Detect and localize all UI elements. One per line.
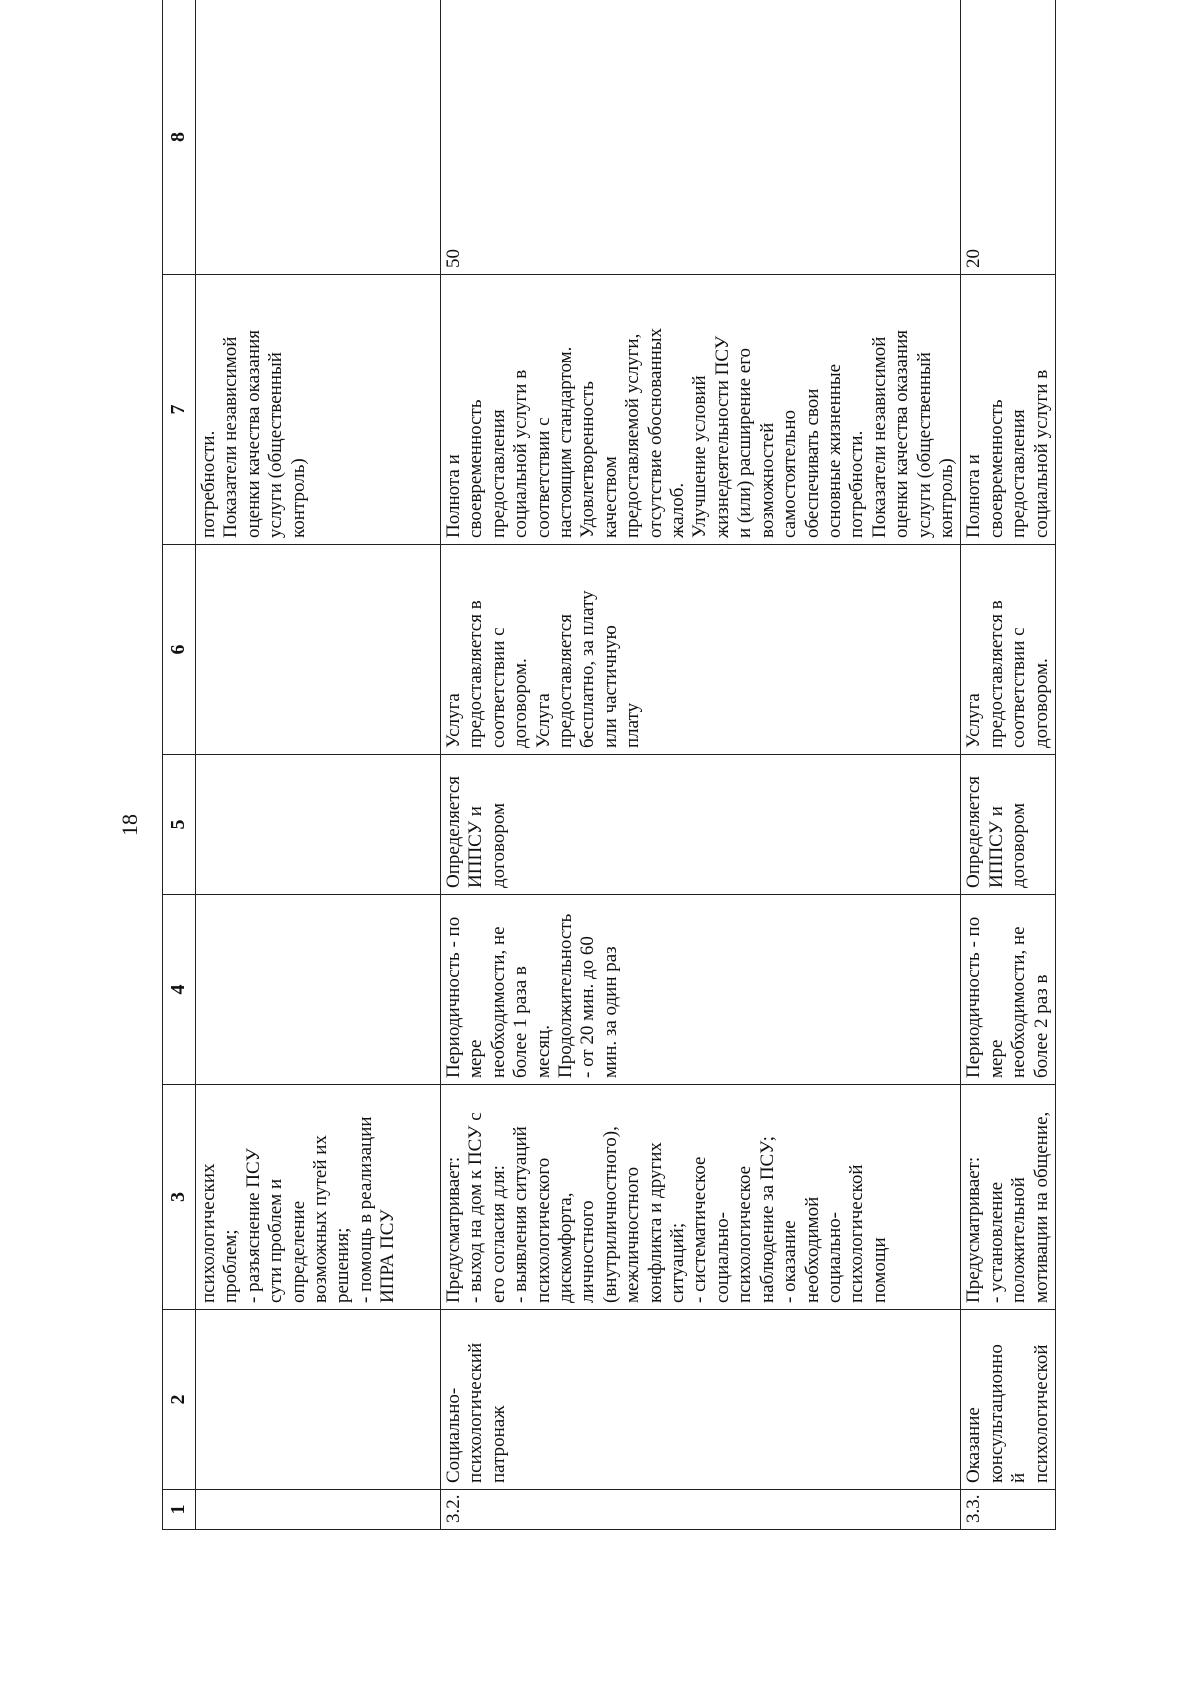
- column-header: 2: [163, 1310, 196, 1490]
- table-row: [441, 0, 961, 1530]
- table-cell: Полнота и своевременность предоставления социальной услуги в: [961, 275, 1056, 545]
- column-header: 8: [163, 0, 196, 275]
- header-row: [163, 0, 196, 1530]
- column-header: 4: [163, 895, 196, 1085]
- services-table: [162, 0, 1056, 1530]
- page-number: 18: [117, 814, 142, 836]
- table-cell: [196, 545, 441, 755]
- column-header: 5: [163, 755, 196, 895]
- table-row: [196, 0, 441, 1530]
- table-cell: Услуга предоставляется в соответствии с договором. Услуга предоставляется бесплатно, за плату или частичную плату: [441, 545, 961, 755]
- table-cell: [196, 0, 441, 275]
- table-cell: Полнота и своевременность предоставления социальной услуги в соответствии с настоящим стандартом. Удовлетворенность качеством предоставляемой услуги, отсутствие обоснованных жалоб. Улучшение условий жизнедеятельности ПСУ и (или) расширение его возможностей самостоятельно обеспечивать свои основные жизненные потребности. Показатели независимой оценки качества оказания услуги (общественный контроль): [441, 275, 961, 545]
- table-cell: Услуга предоставляется в соответствии с договором.: [961, 545, 1056, 755]
- table-row: [961, 0, 1056, 1530]
- column-header: 6: [163, 545, 196, 755]
- table-cell: Предусматривает: - выход на дом к ПСУ с его согласия для: - выявления ситуаций психологического дискомфорта, личностного (внутриличностного), межличностного конфликта и других ситуаций; - систематическое социально- психологическое наблюдение за ПСУ; - оказание необходимой социально- психологической помощи: [441, 1085, 961, 1310]
- table-cell: [196, 1490, 441, 1530]
- table-cell: потребности. Показатели независимой оценки качества оказания услуги (общественный контроль): [196, 275, 441, 545]
- table-cell: [196, 1310, 441, 1490]
- column-header: 1: [163, 1490, 196, 1530]
- table-cell: [196, 755, 441, 895]
- table-cell: Периодичность - по мере необходимости, не более 1 раза в месяц. Продолжительность - от 20 мин. до 60 мин. за один раз: [441, 895, 961, 1085]
- column-header: 3: [163, 1085, 196, 1310]
- rotated-table-container: [162, 0, 1052, 1530]
- table-cell: Оказание консультационно й психологической: [961, 1310, 1056, 1490]
- table-cell: Предусматривает: - установление положительной мотивации на общение,: [961, 1085, 1056, 1310]
- table-cell: 3.2.: [441, 1490, 961, 1530]
- table-cell: Социально- психологический патронаж: [441, 1310, 961, 1490]
- table-cell: 3.3.: [961, 1490, 1056, 1530]
- table-cell: Периодичность - по мере необходимости, не более 2 раз в: [961, 895, 1056, 1085]
- table-cell: Определяется ИППСУ и договором: [961, 755, 1056, 895]
- table-cell: 20: [961, 0, 1056, 275]
- table-cell: [196, 895, 441, 1085]
- table-cell: психологических проблем; - разъяснение ПСУ сути проблем и определение возможных путей их решения; - помощь в реализации ИПРА ПСУ: [196, 1085, 441, 1310]
- table-cell: Определяется ИППСУ и договором: [441, 755, 961, 895]
- table-cell: 50: [441, 0, 961, 275]
- column-header: 7: [163, 275, 196, 545]
